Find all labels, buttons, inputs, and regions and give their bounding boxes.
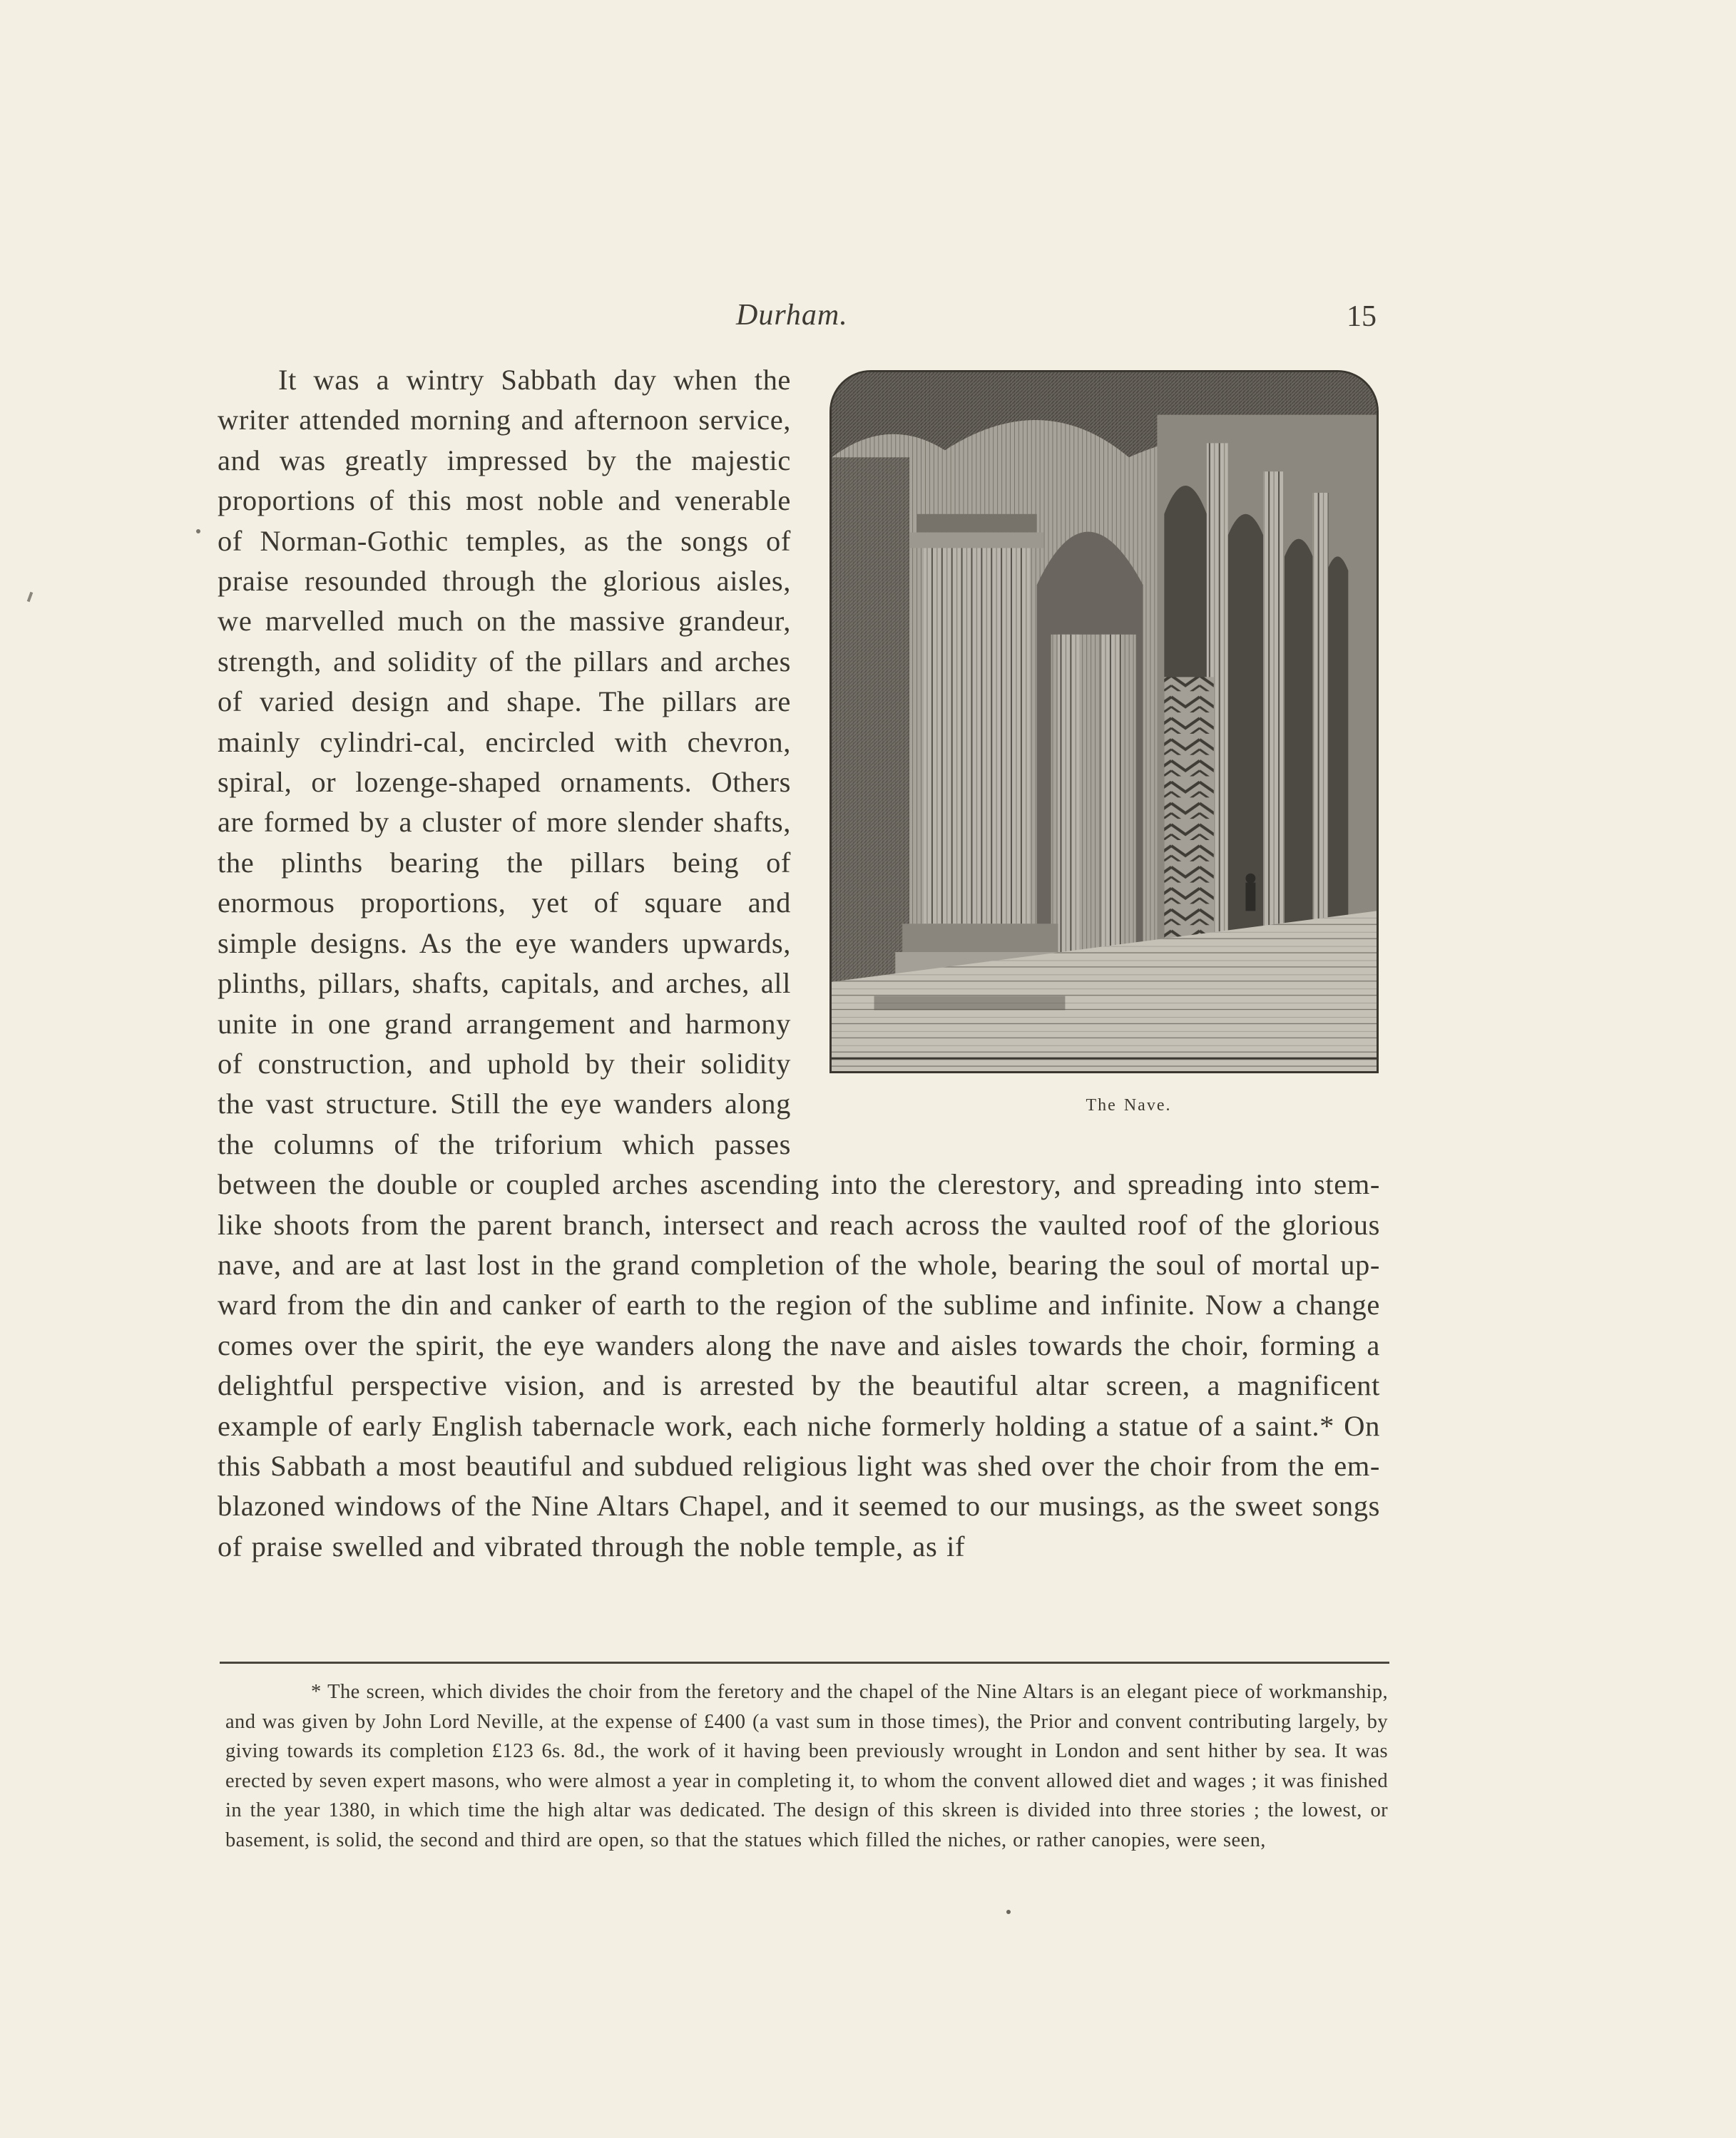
nave-figure (817, 370, 1380, 1126)
margin-mark (27, 592, 34, 603)
page-number: 15 (1347, 300, 1377, 333)
main-paragraph (218, 360, 1380, 1567)
footnote (225, 1677, 1388, 1855)
nave-engraving-image (829, 370, 1379, 1073)
margin-mark (1006, 1910, 1011, 1914)
margin-mark (196, 529, 200, 533)
figure-caption: The Nave. (1086, 1096, 1172, 1115)
main-text-block (218, 360, 1380, 1567)
footnote-divider (220, 1662, 1389, 1664)
running-title: Durham. (736, 299, 848, 332)
footnote-text: * The screen, which divides the choir from the feretory and the chapel of the Nine Altars is an elegant piece of workmanship, and was given by John Lord Neville, at the expense of £400 (a vast sum in those times), the Prior and convent contributing largely, by giving towards its completion £123 6s. 8d., the work of it having been previously wrought in London and sent hither by sea. It was erected by seven expert masons, who were almost a year in completing it, to whom the convent allowed diet and wages ; it was finished in the year 1380, in which time the high altar was dedicated. The design of this skreen is divided into three stories ; the lowest, or basement, is solid, the second and third are open, so that the statues which filled the niches, or rather canopies, were seen, (225, 1681, 1388, 1851)
main-paragraph-text: It was a wintry Sabbath day when the writer attended morning and afternoon service, and was greatly impressed by the majestic proportions of this most noble and venerable of Norman-Gothic temples, as the songs of praise resounded through the glorious aisles, we marvelled much on the massive grandeur, strength, and solidity of the pillars and arches of varied design and shape. The pillars are mainly cylindri-cal, encircled with chevron, spiral, or lozenge-shaped ornaments. Others are formed by a cluster of more slender shafts, the plinths bearing the pillars being of enormous proportions, yet of square and simple designs. As the eye wanders upwards, plinths, pillars, shafts, capitals, and arches, all unite in one grand arrangement and harmony of construction, and uphold by their solidity the vast structure. Still the eye wanders along the columns of the triforium which passes between the double or coupled arches ascending into the clerestory, and spreading into stem-like shoots from the parent branch, intersect and reach across the vaulted roof of the glorious nave, and are at last lost in the grand completion of the whole, bearing the soul of mortal up-ward from the din and canker of earth to the region of the sublime and infinite. Now a change comes over the spirit, the eye wanders along the nave and aisles towards the choir, forming a delightful perspective vision, and is arrested by the beautiful altar screen, a magnificent example of early English tabernacle work, each niche formerly holding a statue of a saint.* On this Sabbath a most beautiful and subdued religious light was shed over the choir from the em-blazoned windows of the Nine Altars Chapel, and it seemed to our musings, as the sweet songs of praise swelled and vibrated through the noble temple, as if (218, 364, 1380, 1562)
